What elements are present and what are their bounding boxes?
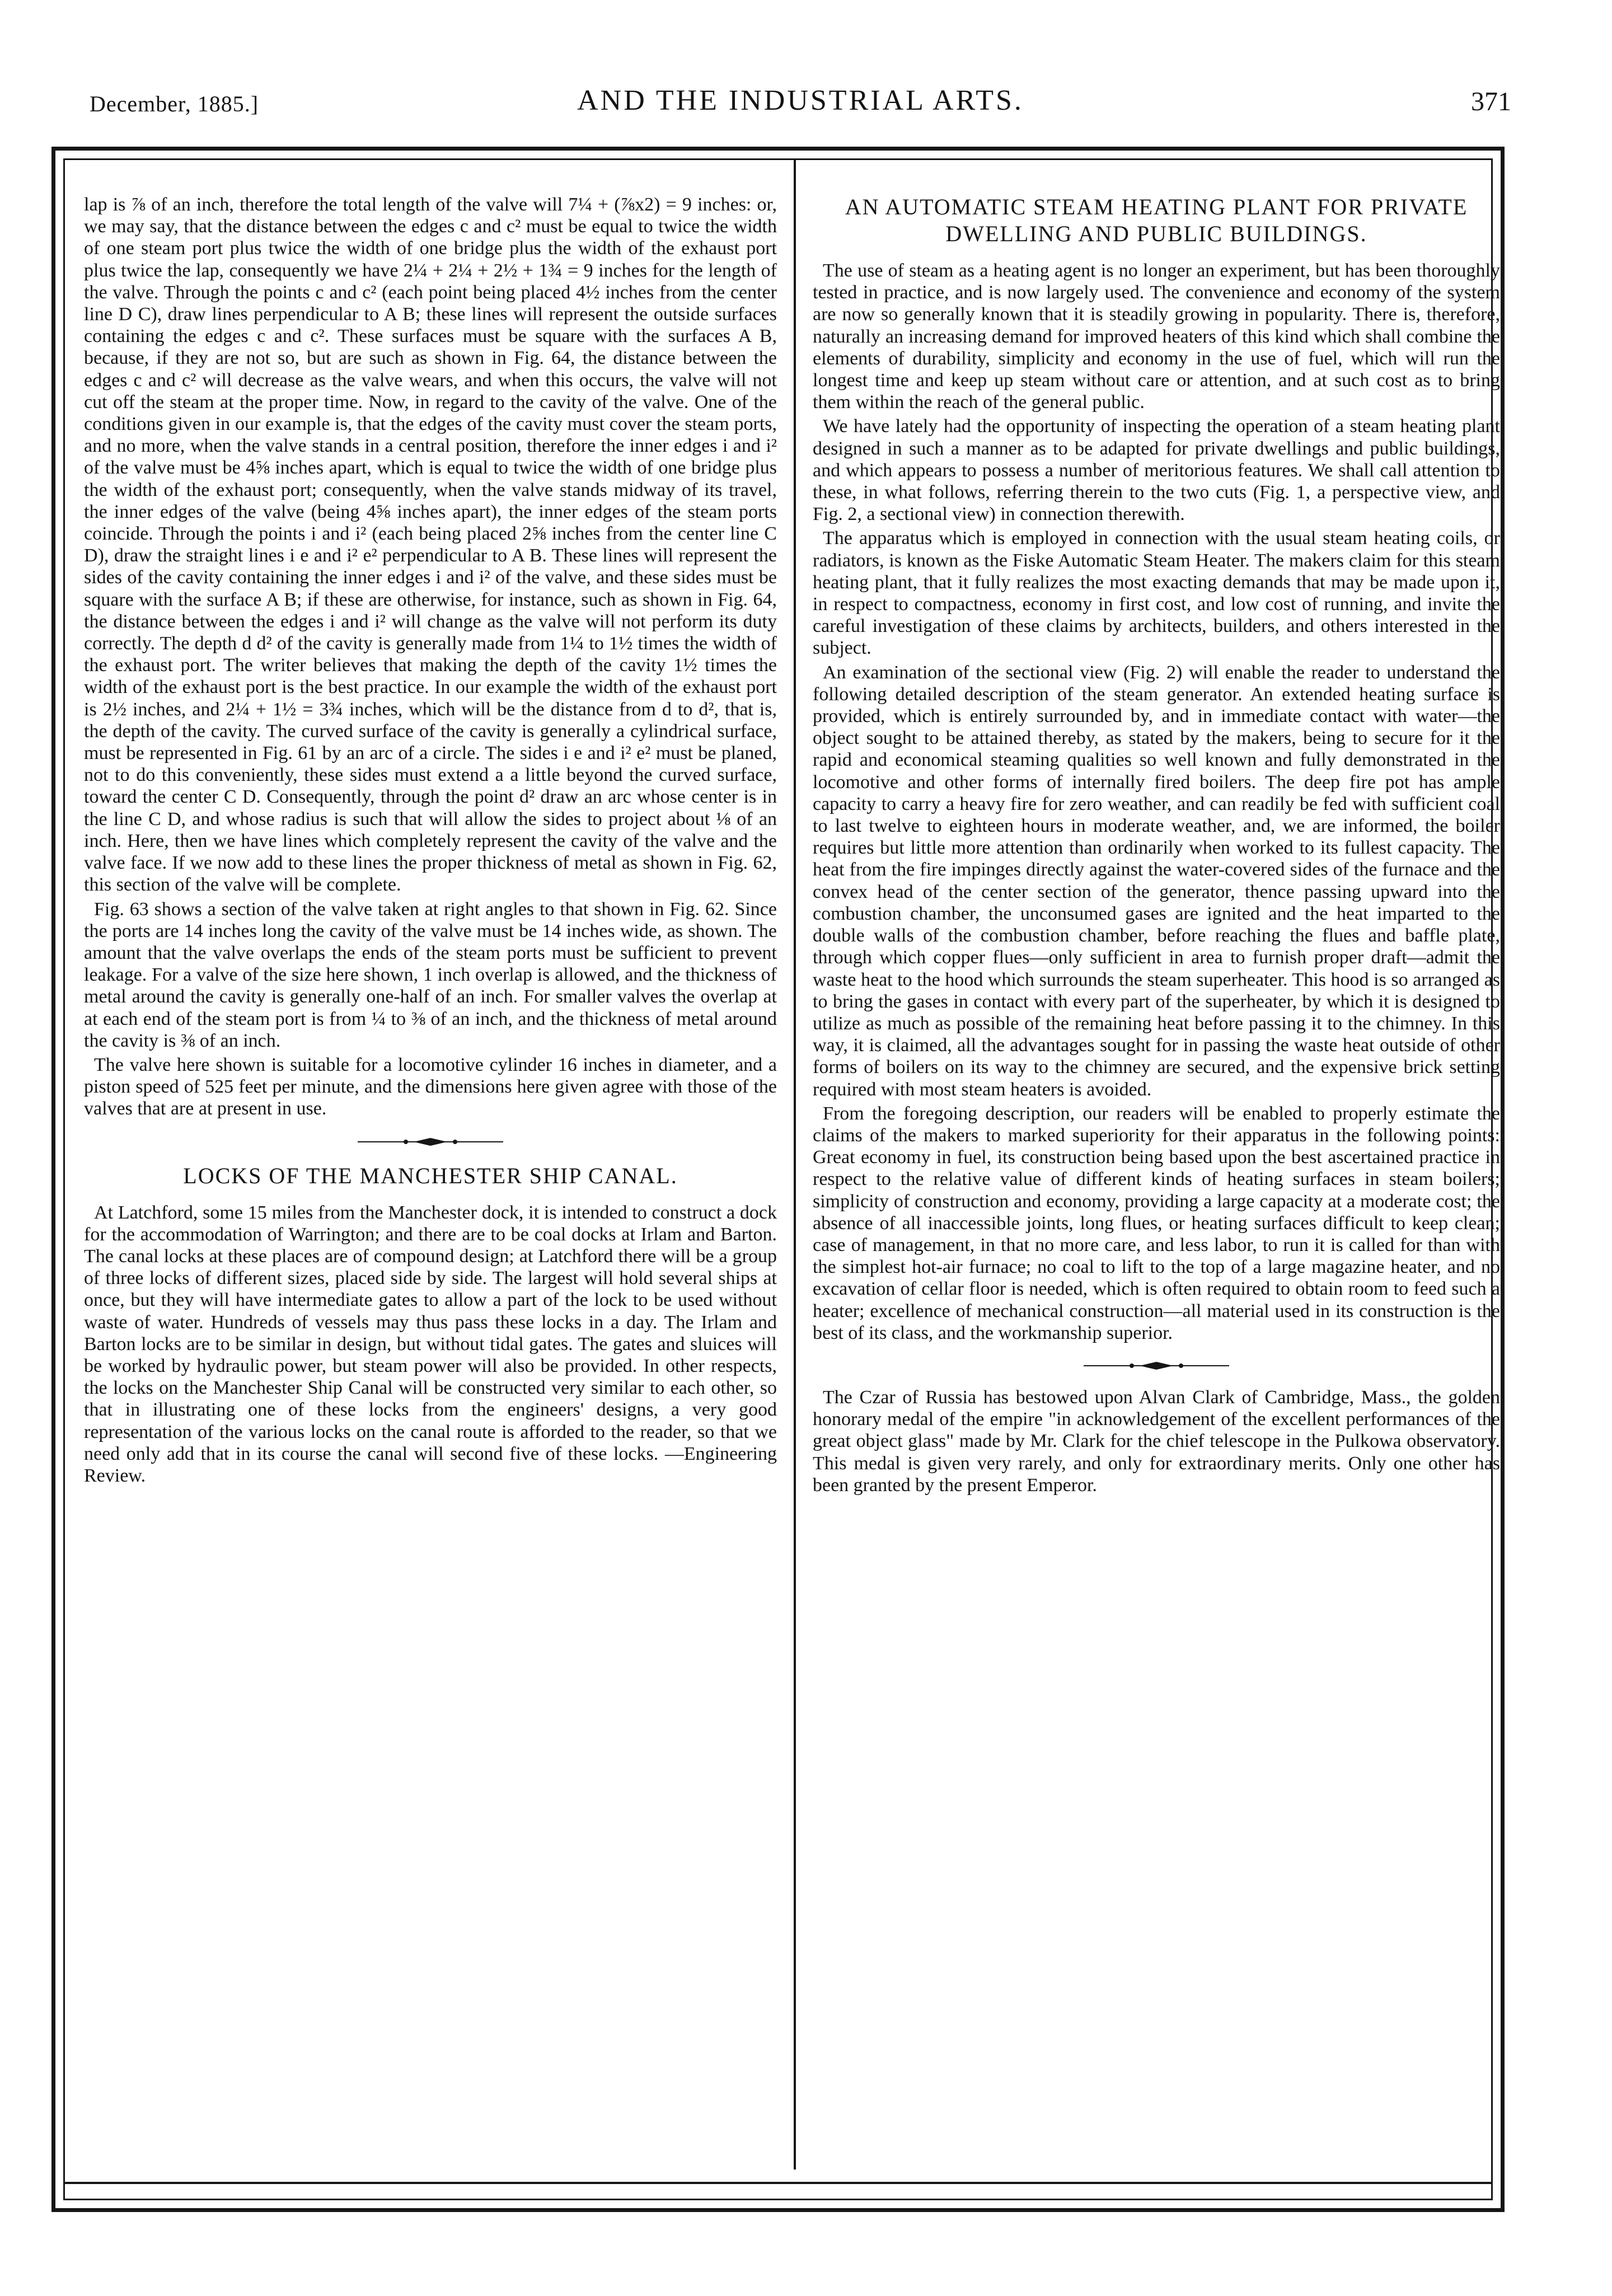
steam-paragraph: From the foregoing description, our readers will be enabled to properly estimate the claims of the makers to marked superiority for their apparatus in the following points: Great economy in fuel, its construction being based upon the best ascertained practice in respect to the relative value of different kinds of heating surfaces in steam boilers; simplicity of construction and economy, providing a large capacity at a moderate cost; the absence of all inaccessible joints, long flues, or heating surfaces difficult to keep clean; case of management, in that no more care, and less labor, to run it is called for than with the simplest hot-air furnace; no coal to lift to the top of a large magazine heater, and no excavation of cellar floor is needed, which is often required to obtain room to feed such a heater; excellence of mechanical construction—all material used in its construction is the best of its class, and the workmanship superior.	[813, 1103, 1500, 1343]
steam-paragraph: We have lately had the opportunity of inspecting the operation of a steam heating plant designed in such a manner as to be adapted for private dwellings and public buildings, and which appears to possess a number of meritorious features. We shall call attention to these, in what follows, referring therein to the two cuts (Fig. 1, a perspective view, and Fig. 2, a sectional view) in connection therewith.	[813, 416, 1500, 525]
page-frame	[51, 147, 1505, 2212]
page-frame-inner-rule	[63, 158, 1500, 2200]
steam-paragraph: An examination of the sectional view (Fig. 2) will enable the reader to understand the following detailed description of the steam generator. An extended heating surface is provided, which is entirely surrounded by, and in immediate contact with water—the object sought to be attained thereby, as stated by the makers, being to secure for it the rapid and economical steaming qualities so well known and fully demonstrated in the locomotive and other forms of internally fired boilers. The deep fire pot has ample capacity to carry a heavy fire for zero weather, and can readily be fed with sufficient coal to last twelve to eighteen hours in moderate weather, and, we are informed, the boiler requires but little more attention than ordinarily when worked to its fullest capacity. The heat from the fire impinges directly against the water-covered sides of the furnace and the convex head of the center section of the generator, thence passing upward into the combustion chamber, the unconsumed gases are ignited and the heat imparted to the double walls of the combustion chamber, before reaching the flues and baffle plate, through which copper flues—only sufficient in area to furnish proper draft—admit the waste heat to the hood which surrounds the steam superheater. This hood is so arranged as to bring the gases in contact with every part of the superheater, by which it is designed to utilize as much as possible of the remaining heat before passing it to the chimney. In this way, it is claimed, all the advantages sought for in passing the waste heat outside of other forms of boilers on its way to the chimney are secured, and the expensive brick setting required with most steam heaters is avoided.	[813, 662, 1500, 1100]
running-head	[90, 84, 1511, 123]
locks-paragraph: At Latchford, some 15 miles from the Manchester dock, it is intended to construct a dock for the accommodation of Warrington; and there are to be coal docks at Irlam and Barton. The canal locks at these places are of compound design; at Latchford there will be a group of three locks of different sizes, placed side by side. The largest will hold several ships at once, but they will have intermediate gates to allow a part of the lock to be used without waste of water. Hundreds of vessels may thus pass these locks in a day. The Irlam and Barton locks are to be similar in design, but without tidal gates. The gates and sluices will be worked by hydraulic power, but steam power will also be provided. In other respects, the locks on the Manchester Ship Canal will be constructed very similar to each other, so that in illustrating one of these locks from the engineers' designs, a very good representation of the various locks on the canal route is afforded to the reader, so that we need only add that in its course the canal will second five of these locks. —Engineering Review.	[84, 1202, 777, 1486]
locks-title: LOCKS OF THE MANCHESTER SHIP CANAL.	[183, 1163, 678, 1188]
issue-date: December, 1885.]	[90, 91, 259, 116]
page-number: 371	[1471, 87, 1511, 116]
steam-heating-title: AN AUTOMATIC STEAM HEATING PLANT FOR PRIVATE DWELLING AND PUBLIC BUILDINGS.	[845, 194, 1468, 246]
valve-paragraph: Fig. 63 shows a section of the valve taken at right angles to that shown in Fig. 62. Since the ports are 14 inches long the cavity of the valve must be 14 inches wide, as shown. The amount that the valve overlaps the ends of the steam ports must be sufficient to prevent leakage. For a valve of the size here shown, 1 inch overlap is allowed, and the thickness of metal around the cavity is generally one-half of an inch. For smaller valves the overlap at at each end of the steam port is from ¼ to ⅜ of an inch, and the thickness of metal around the cavity is ⅜ of an inch.	[84, 898, 777, 1051]
section-ornament	[358, 1137, 503, 1147]
bottom-rule	[65, 2182, 1491, 2184]
section-ornament	[1084, 1361, 1229, 1371]
column-divider	[794, 160, 796, 2170]
right-column	[813, 194, 1500, 1498]
valve-paragraph: The valve here shown is suitable for a locomotive cylinder 16 inches in diameter, and a piston speed of 525 feet per minute, and the dimensions here given agree with those of the valves that are at present in use.	[84, 1054, 777, 1119]
czar-medal-paragraph: The Czar of Russia has bestowed upon Alvan Clark of Cambridge, Mass., the golden honorary medal of the empire "in acknowledgement of the excellent performances of the great object glass" made by Mr. Clark for the chief telescope in the Pulkowa observatory. This medal is given very rarely, and only for extraordinary merits. Only one other has been granted by the present Emperor.	[813, 1386, 1500, 1496]
left-column	[84, 194, 777, 1489]
steam-paragraph: The apparatus which is employed in connection with the usual steam heating coils, or radiators, is known as the Fiske Automatic Steam Heater. The makers claim for this steam heating plant, that it fully realizes the most exacting demands that may be made upon it, in respect to compactness, economy in first cost, and low cost of running, and invite the careful investigation of these claims by architects, builders, and others interested in the subject.	[813, 528, 1500, 659]
steam-paragraph: The use of steam as a heating agent is no longer an experiment, but has been thoroughly tested in practice, and is now largely used. The convenience and economy of the system are now so generally known that it is steadily growing in popularity. There is, therefore, naturally an increasing demand for improved heaters of this kind which shall combine the elements of durability, simplicity and economy in the use of fuel, which will run the longest time and keep up steam without care or attention, and at such cost as to bring them within the reach of the general public.	[813, 260, 1500, 413]
valve-paragraph: lap is ⅞ of an inch, therefore the total length of the valve will 7¼ + (⅞x2) = 9 inches: or, we may say, that the distance between the edges c and c² must be equal to twice the width of one steam port plus twice the width of one bridge plus the width of the exhaust port plus twice the lap, consequently we have 2¼ + 2¼ + 2½ + 1¾ = 9 inches for the length of the valve. Through the points c and c² (each point being placed 4½ inches from the center line D C), draw lines perpendicular to A B; these lines will represent the outside surfaces containing the edges c and c². These surfaces must be square with the surfaces A B, because, if they are not so, but are such as shown in Fig. 64, the distance between the edges c and c² will decrease as the valve wears, and when this occurs, the valve will not cut off the steam at the proper time. Now, in regard to the cavity of the valve. One of the conditions given in our example is, that the edges of the cavity must cover the steam ports, and no more, when the valve stands in a central position, therefore the inner edges i and i² of the valve must be 4⅝ inches apart, which is equal to twice the width of one bridge plus the width of the exhaust port; consequently, when the valve stands midway of its travel, the inner edges of the valve (being 4⅝ inches apart), the inner edges of the steam ports coincide. Through the points i and i² (each being placed 2⅝ inches from the center line C D), draw the straight lines i e and i² e² perpendicular to A B. These lines will represent the sides of the cavity containing the inner edges i and i² of the valve, and these sides must be square with the surface A B; if these are otherwise, for instance, such as shown in Fig. 64, the distance between the edges i and i² will change as the valve will not perform its duty correctly. The depth d d² of the cavity is generally made from 1¼ to 1½ times the width of the exhaust port. The writer believes that making the depth of the cavity 1½ times the width of the exhaust port is the best practice. In our example the width of the exhaust port is 2½ inches, and 2¼ + 1½ = 3¾ inches, which will be the distance from d to d², that is, the depth of the cavity. The curved surface of the cavity is generally a cylindrical surface, must be represented in Fig. 61 by an arc of a circle. The sides i e and i² e² must be planed, not to do this conveniently, these sides must extend a a little beyond the curved surface, toward the center C D. Consequently, through the point d² draw an arc whose center is in the line C D, and whose radius is such that will allow the sides to project about ⅛ of an inch. Here, then we have lines which completely represent the cavity of the valve and the valve face. If we now add to these lines the proper thickness of metal as shown in Fig. 62, this section of the valve will be complete.	[84, 194, 777, 896]
journal-title: AND THE INDUSTRIAL ARTS.	[577, 85, 1024, 116]
